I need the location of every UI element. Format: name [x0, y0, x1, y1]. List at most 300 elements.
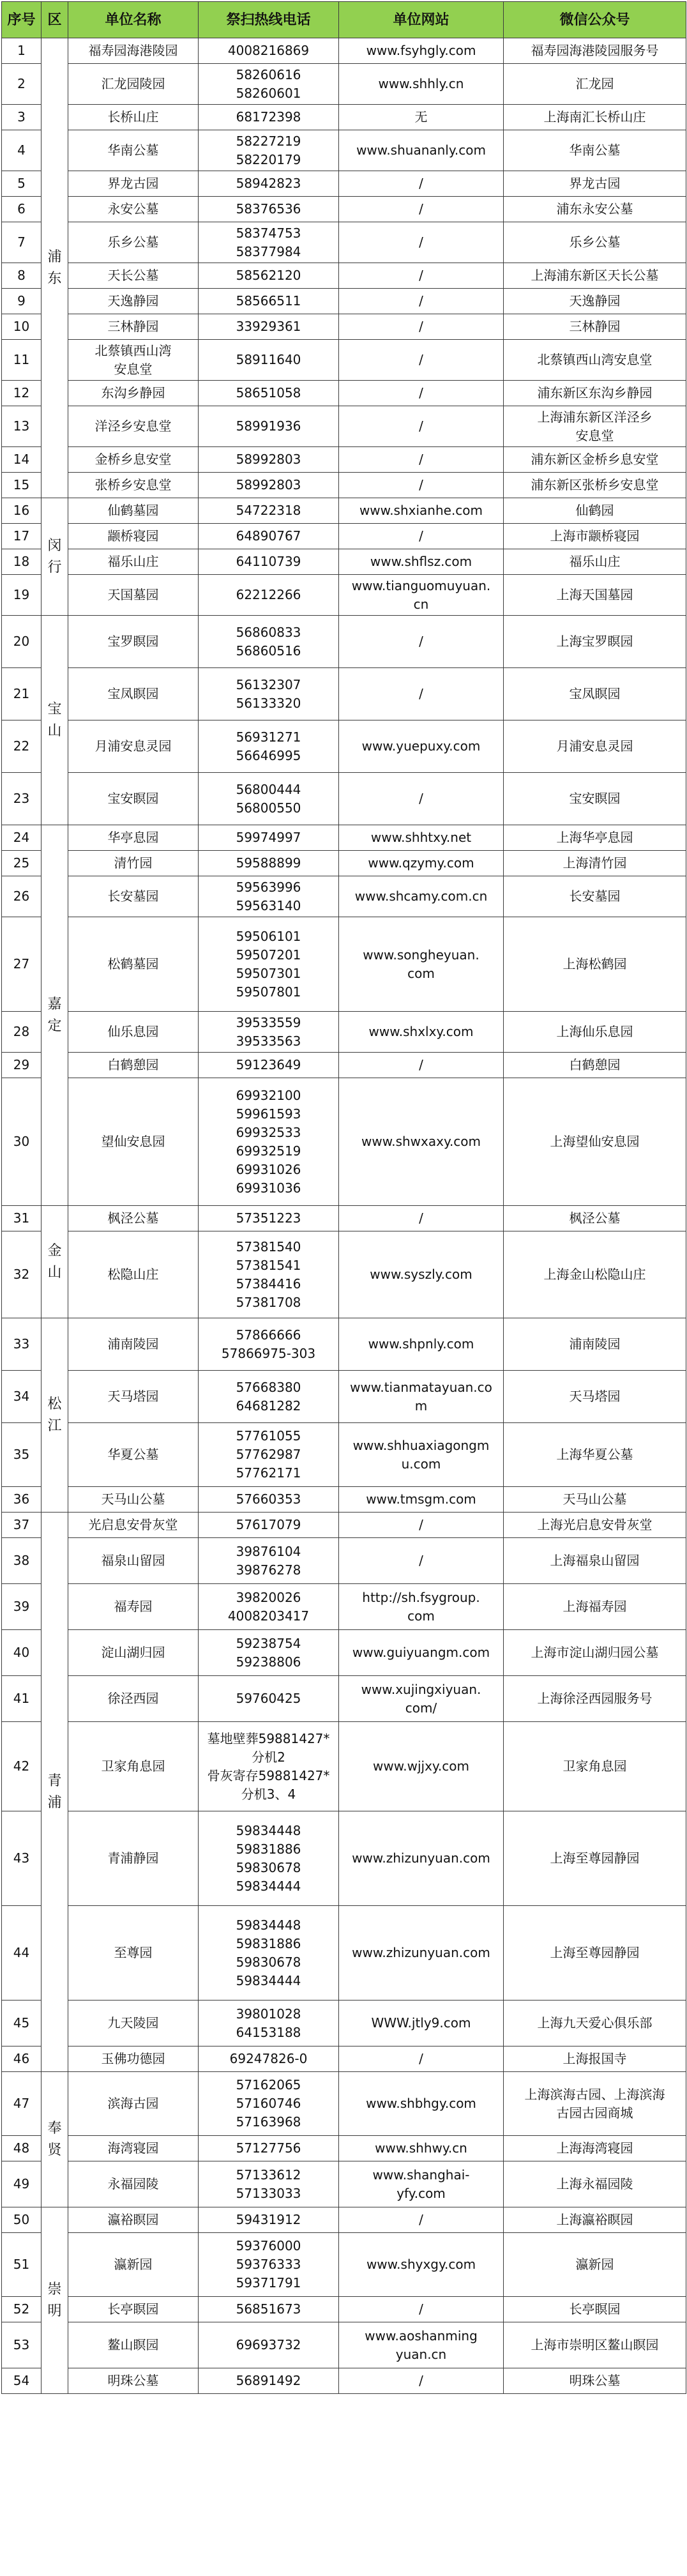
row-number: 34: [2, 1371, 42, 1423]
table-row: [2, 1371, 686, 1423]
col-header-hotline: 祭扫热线电话: [199, 2, 339, 38]
website-cell: /: [339, 222, 504, 263]
table-row: [2, 473, 686, 498]
website-cell[interactable]: www.qzymy.com: [339, 851, 504, 876]
district-cell: 嘉 定: [42, 825, 68, 1206]
unit-name-cell: 金桥乡息安堂: [68, 447, 199, 473]
website-cell: /: [339, 473, 504, 498]
row-number: 4: [2, 130, 42, 171]
website-cell: /: [339, 2297, 504, 2322]
hotline-cell: 57761055 57762987 57762171: [199, 1423, 339, 1487]
row-number: 37: [2, 1513, 42, 1538]
row-number: 35: [2, 1423, 42, 1487]
table-row: [2, 64, 686, 105]
wechat-cell: 上海天国墓园: [504, 575, 686, 616]
website-cell[interactable]: www.shpnly.com: [339, 1318, 504, 1371]
table-row: [2, 1487, 686, 1513]
unit-name-cell: 鳌山瞑园: [68, 2322, 199, 2368]
hotline-cell: 54722318: [199, 498, 339, 524]
row-number: 51: [2, 2233, 42, 2297]
hotline-cell: 56132307 56133320: [199, 668, 339, 720]
hotline-cell: 58374753 58377984: [199, 222, 339, 263]
website-cell[interactable]: www.zhizunyuan.com: [339, 1906, 504, 2001]
unit-name-cell: 滨海古园: [68, 2072, 199, 2136]
wechat-cell: 上海清竹园: [504, 851, 686, 876]
hotline-cell: 58992803: [199, 447, 339, 473]
hotline-cell: 39876104 39876278: [199, 1538, 339, 1584]
website-cell[interactable]: www.guiyuangm.com: [339, 1630, 504, 1676]
unit-name-cell: 明珠公墓: [68, 2368, 199, 2394]
unit-name-cell: 永福园陵: [68, 2161, 199, 2207]
website-cell: /: [339, 263, 504, 289]
hotline-cell: 56851673: [199, 2297, 339, 2322]
table-row: [2, 105, 686, 130]
wechat-cell: 宝凤瞑园: [504, 668, 686, 720]
wechat-cell: 上海浦东新区天长公墓: [504, 263, 686, 289]
row-number: 3: [2, 105, 42, 130]
website-cell[interactable]: www.shhtxy.net: [339, 825, 504, 851]
row-number: 44: [2, 1906, 42, 2001]
website-cell[interactable]: www.yuepuxy.com: [339, 720, 504, 773]
table-row: [2, 616, 686, 668]
hotline-cell: 33929361: [199, 314, 339, 340]
table-row: [2, 2136, 686, 2161]
col-header-district: 区: [42, 2, 68, 38]
row-number: 41: [2, 1676, 42, 1722]
row-number: 5: [2, 171, 42, 197]
wechat-cell: 上海徐泾西园服务号: [504, 1676, 686, 1722]
row-number: 17: [2, 524, 42, 549]
table-row: [2, 447, 686, 473]
unit-name-cell: 月浦安息灵园: [68, 720, 199, 773]
row-number: 18: [2, 549, 42, 575]
wechat-cell: 浦东新区张桥乡安息堂: [504, 473, 686, 498]
hotline-cell: 59974997: [199, 825, 339, 851]
wechat-cell: 上海九天爱心俱乐部: [504, 2001, 686, 2046]
wechat-cell: 上海报国寺: [504, 2046, 686, 2072]
table-row: [2, 197, 686, 222]
wechat-cell: 上海望仙安息园: [504, 1078, 686, 1206]
row-number: 50: [2, 2207, 42, 2233]
hotline-cell: 57133612 57133033: [199, 2161, 339, 2207]
hotline-cell: 59123649: [199, 1053, 339, 1078]
wechat-cell: 汇龙园: [504, 64, 686, 105]
table-row: [2, 825, 686, 851]
hotline-cell: 59431912: [199, 2207, 339, 2233]
website-cell[interactable]: www.tianmatayuan.co m: [339, 1371, 504, 1423]
row-number: 24: [2, 825, 42, 851]
website-cell[interactable]: www.shyxgy.com: [339, 2233, 504, 2297]
website-cell: /: [339, 2046, 504, 2072]
website-cell: /: [339, 289, 504, 314]
col-header-website: 单位网站: [339, 2, 504, 38]
table-row: [2, 1423, 686, 1487]
unit-name-cell: 浦南陵园: [68, 1318, 199, 1371]
table-row: [2, 2322, 686, 2368]
hotline-cell: 57866666 57866975-303: [199, 1318, 339, 1371]
unit-name-cell: 天逸静园: [68, 289, 199, 314]
unit-name-cell: 长安墓园: [68, 876, 199, 917]
hotline-cell: 58991936: [199, 406, 339, 447]
col-header-no: 序号: [2, 2, 42, 38]
district-cell: 金 山: [42, 1206, 68, 1318]
wechat-cell: 上海瀛裕瞑园: [504, 2207, 686, 2233]
hotline-cell: 58376536: [199, 197, 339, 222]
website-cell[interactable]: www.wjjxy.com: [339, 1722, 504, 1811]
row-number: 2: [2, 64, 42, 105]
table-row: [2, 1053, 686, 1078]
unit-name-cell: 玉佛功德园: [68, 2046, 199, 2072]
website-cell: /: [339, 1206, 504, 1231]
table-row: [2, 498, 686, 524]
table-row: [2, 1676, 686, 1722]
wechat-cell: 上海南汇长桥山庄: [504, 105, 686, 130]
unit-name-cell: 乐乡公墓: [68, 222, 199, 263]
row-number: 20: [2, 616, 42, 668]
website-cell[interactable]: www.shxianhe.com: [339, 498, 504, 524]
website-cell: /: [339, 314, 504, 340]
district-cell: 宝 山: [42, 616, 68, 825]
table-body: [2, 38, 686, 2394]
wechat-cell: 上海福泉山留园: [504, 1538, 686, 1584]
wechat-cell: 华南公墓: [504, 130, 686, 171]
table-row: [2, 381, 686, 406]
hotline-cell: 69693732: [199, 2322, 339, 2368]
website-cell: /: [339, 171, 504, 197]
table-row: [2, 1078, 686, 1206]
hotline-cell: 56860833 56860516: [199, 616, 339, 668]
hotline-cell: 59834448 59831886 59830678 59834444: [199, 1811, 339, 1906]
website-cell[interactable]: www.tianguomuyuan. cn: [339, 575, 504, 616]
row-number: 27: [2, 917, 42, 1012]
wechat-cell: 上海永福园陵: [504, 2161, 686, 2207]
website-cell[interactable]: www.shcamy.com.cn: [339, 876, 504, 917]
table-row: [2, 575, 686, 616]
website-cell[interactable]: www.shhwy.cn: [339, 2136, 504, 2161]
table-row: [2, 222, 686, 263]
wechat-cell: 福乐山庄: [504, 549, 686, 575]
website-cell: /: [339, 340, 504, 381]
hotline-cell: 57381540 57381541 57384416 57381708: [199, 1231, 339, 1318]
unit-name-cell: 至尊园: [68, 1906, 199, 2001]
hotline-cell: 57660353: [199, 1487, 339, 1513]
table-row: [2, 2207, 686, 2233]
website-cell: /: [339, 773, 504, 825]
website-cell[interactable]: www.syszly.com: [339, 1231, 504, 1318]
website-cell[interactable]: www.fsyhgly.com: [339, 38, 504, 64]
wechat-cell: 长亭瞑园: [504, 2297, 686, 2322]
website-cell: /: [339, 2207, 504, 2233]
wechat-cell: 天马塔园: [504, 1371, 686, 1423]
wechat-cell: 天逸静园: [504, 289, 686, 314]
hotline-cell: 58992803: [199, 473, 339, 498]
table-row: [2, 1513, 686, 1538]
unit-name-cell: 光启息安骨灰堂: [68, 1513, 199, 1538]
hotline-cell: 58562120: [199, 263, 339, 289]
wechat-cell: 上海市淀山湖归园公墓: [504, 1630, 686, 1676]
row-number: 48: [2, 2136, 42, 2161]
unit-name-cell: 仙乐息园: [68, 1012, 199, 1053]
wechat-cell: 月浦安息灵园: [504, 720, 686, 773]
hotline-cell: 59376000 59376333 59371791: [199, 2233, 339, 2297]
wechat-cell: 仙鹤园: [504, 498, 686, 524]
header-row: [2, 2, 686, 38]
hotline-cell: 57162065 57160746 57163968: [199, 2072, 339, 2136]
website-cell: /: [339, 1513, 504, 1538]
unit-name-cell: 天国墓园: [68, 575, 199, 616]
wechat-cell: 上海宝罗瞑园: [504, 616, 686, 668]
wechat-cell: 上海松鹤园: [504, 917, 686, 1012]
wechat-cell: 明珠公墓: [504, 2368, 686, 2394]
unit-name-cell: 界龙古园: [68, 171, 199, 197]
unit-name-cell: 汇龙园陵园: [68, 64, 199, 105]
website-cell: /: [339, 616, 504, 668]
table-row: [2, 340, 686, 381]
website-cell: /: [339, 1053, 504, 1078]
hotline-cell: 64890767: [199, 524, 339, 549]
website-cell[interactable]: www.shuananly.com: [339, 130, 504, 171]
row-number: 28: [2, 1012, 42, 1053]
row-number: 39: [2, 1584, 42, 1630]
unit-name-cell: 卫家角息园: [68, 1722, 199, 1811]
hotline-cell: 56891492: [199, 2368, 339, 2394]
row-number: 45: [2, 2001, 42, 2046]
website-cell[interactable]: www.tmsgm.com: [339, 1487, 504, 1513]
wechat-cell: 枫泾公墓: [504, 1206, 686, 1231]
website-cell[interactable]: http://sh.fsygroup. com: [339, 1584, 504, 1630]
hotline-cell: 59588899: [199, 851, 339, 876]
row-number: 33: [2, 1318, 42, 1371]
unit-name-cell: 三林静园: [68, 314, 199, 340]
unit-name-cell: 北蔡镇西山湾 安息堂: [68, 340, 199, 381]
hotline-cell: 59563996 59563140: [199, 876, 339, 917]
hotline-cell: 56931271 56646995: [199, 720, 339, 773]
table-row: [2, 876, 686, 917]
website-cell: /: [339, 524, 504, 549]
website-cell[interactable]: www.shhly.cn: [339, 64, 504, 105]
hotline-cell: 58911640: [199, 340, 339, 381]
wechat-cell: 三林静园: [504, 314, 686, 340]
wechat-cell: 白鹤憩园: [504, 1053, 686, 1078]
unit-name-cell: 福乐山庄: [68, 549, 199, 575]
wechat-cell: 上海金山松隐山庄: [504, 1231, 686, 1318]
website-cell: 无: [339, 105, 504, 130]
row-number: 25: [2, 851, 42, 876]
unit-name-cell: 清竹园: [68, 851, 199, 876]
row-number: 38: [2, 1538, 42, 1584]
unit-name-cell: 宝安瞑园: [68, 773, 199, 825]
row-number: 32: [2, 1231, 42, 1318]
row-number: 36: [2, 1487, 42, 1513]
unit-name-cell: 淀山湖归园: [68, 1630, 199, 1676]
unit-name-cell: 华夏公墓: [68, 1423, 199, 1487]
row-number: 8: [2, 263, 42, 289]
hotline-cell: 58260616 58260601: [199, 64, 339, 105]
wechat-cell: 上海海湾寝园: [504, 2136, 686, 2161]
table-row: [2, 773, 686, 825]
row-number: 40: [2, 1630, 42, 1676]
wechat-cell: 卫家角息园: [504, 1722, 686, 1811]
unit-name-cell: 华南公墓: [68, 130, 199, 171]
unit-name-cell: 天马山公墓: [68, 1487, 199, 1513]
website-cell[interactable]: WWW.jtly9.com: [339, 2001, 504, 2046]
row-number: 6: [2, 197, 42, 222]
wechat-cell: 上海市崇明区鳌山瞑园: [504, 2322, 686, 2368]
unit-name-cell: 福泉山留园: [68, 1538, 199, 1584]
row-number: 7: [2, 222, 42, 263]
wechat-cell: 瀛新园: [504, 2233, 686, 2297]
unit-name-cell: 天马塔园: [68, 1371, 199, 1423]
unit-name-cell: 九天陵园: [68, 2001, 199, 2046]
hotline-cell: 59238754 59238806: [199, 1630, 339, 1676]
website-cell[interactable]: www.shhuaxiagongm u.com: [339, 1423, 504, 1487]
hotline-cell: 59834448 59831886 59830678 59834444: [199, 1906, 339, 2001]
website-cell[interactable]: www.shanghai- yfy.com: [339, 2161, 504, 2207]
hotline-cell: 68172398: [199, 105, 339, 130]
row-number: 43: [2, 1811, 42, 1906]
table-row: [2, 1722, 686, 1811]
website-cell: /: [339, 2368, 504, 2394]
unit-name-cell: 海湾寝园: [68, 2136, 199, 2161]
wechat-cell: 上海浦东新区洋泾乡 安息堂: [504, 406, 686, 447]
row-number: 42: [2, 1722, 42, 1811]
row-number: 31: [2, 1206, 42, 1231]
table-row: [2, 1538, 686, 1584]
row-number: 54: [2, 2368, 42, 2394]
hotline-cell: 59506101 59507201 59507301 59507801: [199, 917, 339, 1012]
unit-name-cell: 宝罗瞑园: [68, 616, 199, 668]
hotline-cell: 64110739: [199, 549, 339, 575]
district-cell: 浦 东: [42, 38, 68, 498]
row-number: 11: [2, 340, 42, 381]
table-row: [2, 720, 686, 773]
row-number: 9: [2, 289, 42, 314]
col-header-unit-name: 单位名称: [68, 2, 199, 38]
wechat-cell: 浦东永安公墓: [504, 197, 686, 222]
unit-name-cell: 瀛裕瞑园: [68, 2207, 199, 2233]
district-cell: 松 江: [42, 1318, 68, 1513]
table-row: [2, 1206, 686, 1231]
unit-name-cell: 颛桥寝园: [68, 524, 199, 549]
table-row: [2, 2233, 686, 2297]
hotline-cell: 57351223: [199, 1206, 339, 1231]
table-row: [2, 1811, 686, 1906]
table-row: [2, 130, 686, 171]
website-cell: /: [339, 668, 504, 720]
unit-name-cell: 徐泾西园: [68, 1676, 199, 1722]
website-cell[interactable]: www.songheyuan. com: [339, 917, 504, 1012]
hotline-cell: 62212266: [199, 575, 339, 616]
wechat-cell: 浦南陵园: [504, 1318, 686, 1371]
table-row: [2, 524, 686, 549]
table-row: [2, 1012, 686, 1053]
wechat-cell: 福寿园海港陵园服务号: [504, 38, 686, 64]
website-cell: /: [339, 381, 504, 406]
table-row: [2, 1231, 686, 1318]
website-cell[interactable]: www.shflsz.com: [339, 549, 504, 575]
row-number: 30: [2, 1078, 42, 1206]
row-number: 46: [2, 2046, 42, 2072]
table-row: [2, 38, 686, 64]
unit-name-cell: 枫泾公墓: [68, 1206, 199, 1231]
table-row: [2, 2072, 686, 2136]
hotline-cell: 69932100 59961593 69932533 69932519 69931026 69931036: [199, 1078, 339, 1206]
row-number: 12: [2, 381, 42, 406]
unit-name-cell: 天长公墓: [68, 263, 199, 289]
website-cell[interactable]: www.aoshanming yuan.cn: [339, 2322, 504, 2368]
wechat-cell: 上海仙乐息园: [504, 1012, 686, 1053]
unit-name-cell: 长桥山庄: [68, 105, 199, 130]
unit-name-cell: 福寿园海港陵园: [68, 38, 199, 64]
unit-name-cell: 松鹤墓园: [68, 917, 199, 1012]
wechat-cell: 上海光启息安骨灰堂: [504, 1513, 686, 1538]
table-row: [2, 289, 686, 314]
website-cell: /: [339, 197, 504, 222]
wechat-cell: 上海市颛桥寝园: [504, 524, 686, 549]
website-cell: /: [339, 1538, 504, 1584]
wechat-cell: 天马山公墓: [504, 1487, 686, 1513]
hotline-cell: 57668380 64681282: [199, 1371, 339, 1423]
table-row: [2, 851, 686, 876]
table-row: [2, 406, 686, 447]
unit-name-cell: 福寿园: [68, 1584, 199, 1630]
row-number: 19: [2, 575, 42, 616]
unit-name-cell: 洋泾乡安息堂: [68, 406, 199, 447]
unit-name-cell: 青浦静园: [68, 1811, 199, 1906]
table-row: [2, 1630, 686, 1676]
table-row: [2, 1318, 686, 1371]
hotline-cell: 58566511: [199, 289, 339, 314]
website-cell[interactable]: www.shxlxy.com: [339, 1012, 504, 1053]
wechat-cell: 宝安瞑园: [504, 773, 686, 825]
unit-name-cell: 松隐山庄: [68, 1231, 199, 1318]
hotline-cell: 39533559 39533563: [199, 1012, 339, 1053]
unit-name-cell: 长亭瞑园: [68, 2297, 199, 2322]
cemetery-contact-table: [1, 1, 686, 2394]
hotline-cell: 39820026 4008203417: [199, 1584, 339, 1630]
district-cell: 崇 明: [42, 2207, 68, 2394]
table-row: [2, 171, 686, 197]
table-row: [2, 2161, 686, 2207]
website-cell: /: [339, 406, 504, 447]
row-number: 26: [2, 876, 42, 917]
unit-name-cell: 华亭息园: [68, 825, 199, 851]
col-header-wechat: 微信公众号: [504, 2, 686, 38]
website-cell: /: [339, 447, 504, 473]
table-row: [2, 549, 686, 575]
row-number: 52: [2, 2297, 42, 2322]
website-cell[interactable]: www.shwxaxy.com: [339, 1078, 504, 1206]
hotline-cell: 59760425: [199, 1676, 339, 1722]
wechat-cell: 北蔡镇西山湾安息堂: [504, 340, 686, 381]
wechat-cell: 浦东新区东沟乡静园: [504, 381, 686, 406]
table-row: [2, 2297, 686, 2322]
unit-name-cell: 宝凤瞑园: [68, 668, 199, 720]
website-cell[interactable]: www.shbhgy.com: [339, 2072, 504, 2136]
table-row: [2, 668, 686, 720]
wechat-cell: 上海滨海古园、上海滨海 古园古园商城: [504, 2072, 686, 2136]
table-row: [2, 2046, 686, 2072]
row-number: 13: [2, 406, 42, 447]
website-cell[interactable]: www.zhizunyuan.com: [339, 1811, 504, 1906]
website-cell[interactable]: www.xujingxiyuan. com/: [339, 1676, 504, 1722]
unit-name-cell: 瀛新园: [68, 2233, 199, 2297]
row-number: 53: [2, 2322, 42, 2368]
hotline-cell: 58942823: [199, 171, 339, 197]
district-cell: 闵 行: [42, 498, 68, 616]
hotline-cell: 58227219 58220179: [199, 130, 339, 171]
row-number: 23: [2, 773, 42, 825]
